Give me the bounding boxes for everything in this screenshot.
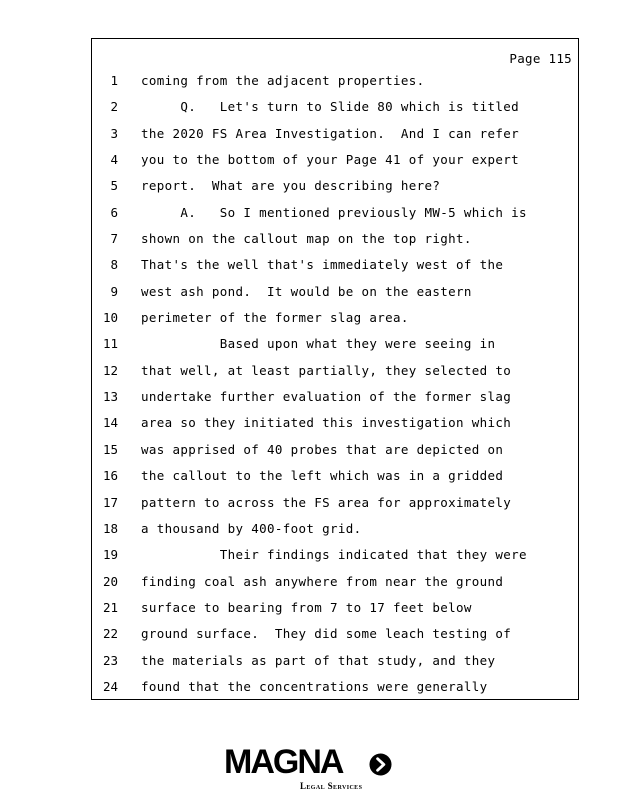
line-number: 21 [102,599,118,615]
logo-subtitle: Legal Services [300,781,363,791]
line-number: 12 [102,362,118,378]
transcript-line [92,599,578,625]
line-text: the materials as part of that study, and they [141,652,496,668]
line-number: 20 [102,573,118,589]
transcript-line [92,546,578,572]
line-text: That's the well that's immediately west of the [141,257,504,273]
line-text: the 2020 FS Area Investigation. And I can refer [141,125,520,141]
line-number: 4 [110,152,118,168]
line-text: was apprised of 40 probes that are depicted on [141,441,504,457]
line-number: 24 [102,678,118,694]
page-number: Page 115 [509,51,572,66]
magna-logo [224,742,399,794]
transcript-line [92,414,578,440]
line-number: 6 [110,204,118,220]
line-number: 13 [102,389,118,405]
transcript-line [92,125,578,151]
transcript-line [92,177,578,203]
line-number: 1 [110,73,118,88]
transcript-line [92,467,578,493]
chevron-right-circle-icon [369,753,392,776]
line-number: 9 [110,283,118,299]
line-text: coming from the adjacent properties. [141,73,425,88]
line-number: 18 [102,520,118,536]
transcript-line [92,678,578,704]
line-text: a thousand by 400-foot grid. [141,520,362,536]
line-number: 7 [110,231,118,247]
line-text: found that the concentrations were generally [141,678,488,694]
line-number: 8 [110,257,118,273]
line-text: west ash pond. It would be on the eastern [141,283,472,299]
transcript-line [92,309,578,335]
transcript-line [92,388,578,414]
transcript-line [92,204,578,230]
transcript-line [92,441,578,467]
line-text: area so they initiated this investigation which [141,415,512,431]
line-number: 10 [102,310,118,326]
line-number: 14 [102,415,118,431]
line-number: 17 [102,494,118,510]
line-text: that well, at least partially, they selected to [141,362,512,378]
transcript-line [92,256,578,282]
line-text: Their findings indicated that they were [141,547,527,563]
line-text: A. So I mentioned previously MW-5 which is [141,204,527,220]
transcript-line [92,494,578,520]
transcript-line [92,573,578,599]
line-number: 5 [110,178,118,194]
line-number: 22 [102,626,118,642]
line-number: 16 [102,468,118,484]
line-number: 15 [102,441,118,457]
line-number: 3 [110,125,118,141]
transcript-line [92,230,578,256]
transcript-line [92,520,578,546]
line-text: surface to bearing from 7 to 17 feet below [141,599,472,615]
line-number: 23 [102,652,118,668]
transcript-line [92,362,578,388]
line-number: 19 [102,547,118,563]
line-text: shown on the callout map on the top right. [141,231,472,247]
transcript-line [92,72,578,98]
line-text: report. What are you describing here? [141,178,441,194]
line-text: you to the bottom of your Page 41 of your expert [141,152,520,168]
transcript-line [92,625,578,651]
line-text: Based upon what they were seeing in [141,336,496,352]
line-number: 11 [102,336,118,352]
transcript-line [92,335,578,361]
line-text: undertake further evaluation of the former slag [141,389,512,405]
line-text: pattern to across the FS area for approximately [141,494,512,510]
transcript-line [92,652,578,678]
transcript-line [92,98,578,124]
transcript-page [91,38,579,700]
transcript-lines [92,72,578,704]
line-text: Q. Let's turn to Slide 80 which is titled [141,99,520,115]
line-text: finding coal ash anywhere from near the ground [141,573,504,589]
line-text: perimeter of the former slag area. [141,310,409,326]
transcript-line [92,151,578,177]
line-number: 2 [110,99,118,115]
logo-wordmark: MAGNA [224,743,343,781]
transcript-line [92,283,578,309]
line-text: ground surface. They did some leach testing of [141,626,512,642]
line-text: the callout to the left which was in a gridded [141,468,504,484]
